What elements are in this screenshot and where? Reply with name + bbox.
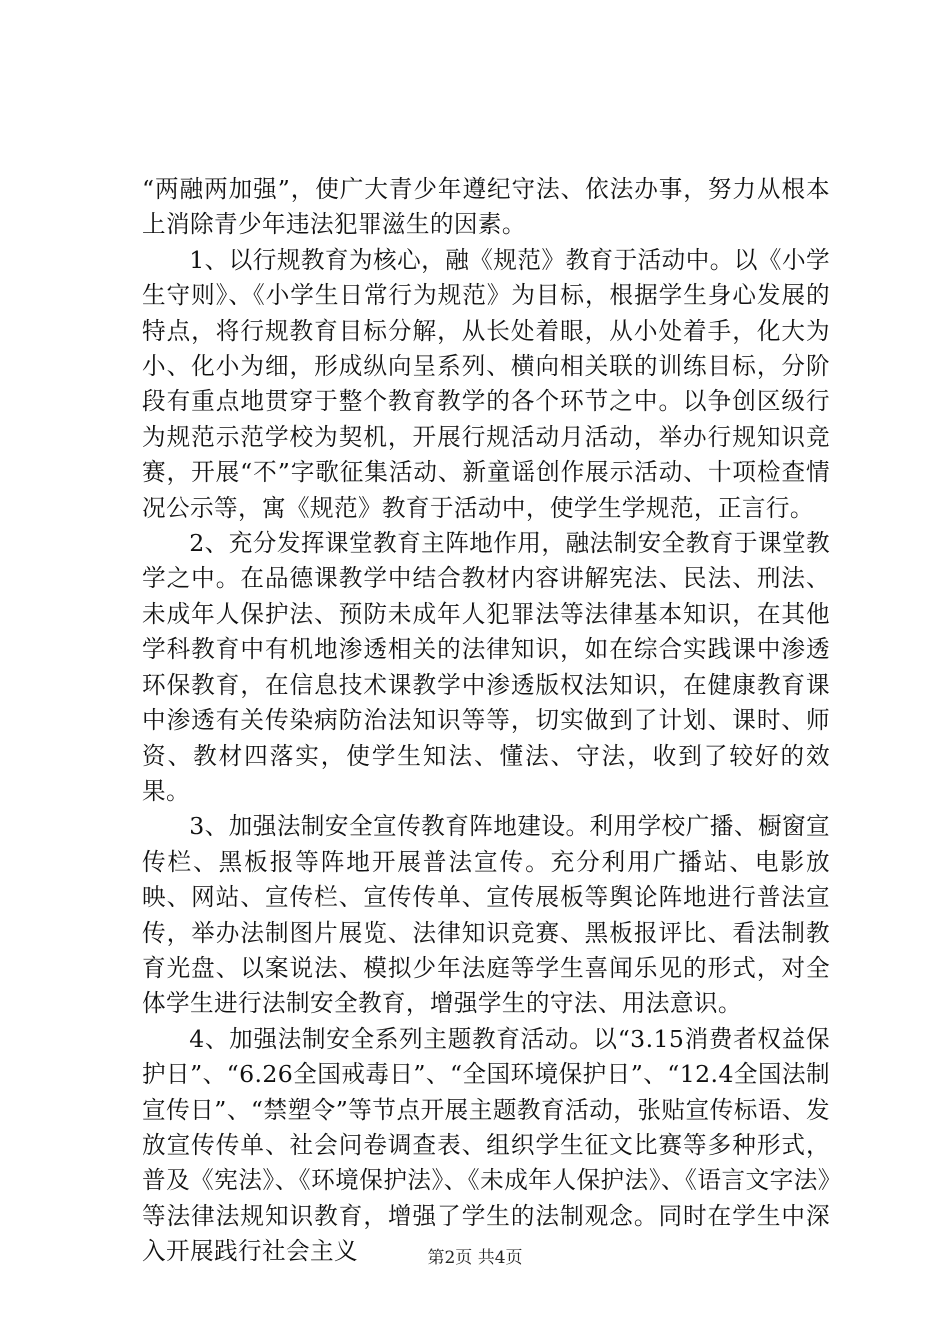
paragraph-continuation: “两融两加强”，使广大青少年遵纪守法、依法办事，努力从根本上消除青少年违法犯罪滋生的因素。 <box>142 175 830 239</box>
paragraph-2: 2、充分发挥课堂教育主阵地作用，融法制安全教育于课堂教学之中。在品德课教学中结合教材内容讲解宪法、民法、刑法、未成年人保护法、预防未成年人犯罪法等法律基本知识，在其他学科教育中有机地渗透相关的法律知识，如在综合实践课中渗透环保教育，在信息技术课教学中渗透版权法知识，在健康教育课中渗透有关传染病防治法知识等等，切实做到了计划、课时、师资、教材四落实，使学生知法、懂法、守法，收到了较好的效果。 <box>142 529 830 805</box>
paragraph-4: 4、加强法制安全系列主题教育活动。以“3.15消费者权益保护日”、“6.26全国戒毒日”、“全国环境保护日”、“12.4全国法制宣传日”、“禁塑令”等节点开展主题教育活动，张贴宣传标语、发放宣传传单、社会问卷调查表、组织学生征文比赛等多种形式，普及《宪法》、《环境保护法》、《未成年人保护法》、《语言文字法》等法律法规知识教育，增强了学生的法制观念。同时在学生中深入开展践行社会主义 <box>142 1024 830 1266</box>
document-body <box>142 172 830 1270</box>
paragraph-3: 3、加强法制安全宣传教育阵地建设。利用学校广播、橱窗宣传栏、黑板报等阵地开展普法宣传。充分利用广播站、电影放映、网站、宣传栏、宣传传单、宣传展板等舆论阵地进行普法宣传，举办法制图片展览、法律知识竞赛、黑板报评比、看法制教育光盘、以案说法、模拟少年法庭等学生喜闻乐见的形式，对全体学生进行法制安全教育，增强学生的守法、用法意识。 <box>142 812 830 1018</box>
page-footer: 第2页 共4页 <box>427 1248 523 1268</box>
paragraph-1: 1、以行规教育为核心，融《规范》教育于活动中。以《小学生守则》、《小学生日常行为规范》为目标，根据学生身心发展的特点，将行规教育目标分解，从长处着眼，从小处着手，化大为小、化小为细，形成纵向呈系列、横向相关联的训练目标，分阶段有重点地贯穿于整个教育教学的各个环节之中。以争创区级行为规范示范学校为契机，开展行规活动月活动，举办行规知识竞赛，开展“不”字歌征集活动、新童谣创作展示活动、十项检查情况公示等，寓《规范》教育于活动中，使学生学规范，正言行。 <box>142 245 830 522</box>
